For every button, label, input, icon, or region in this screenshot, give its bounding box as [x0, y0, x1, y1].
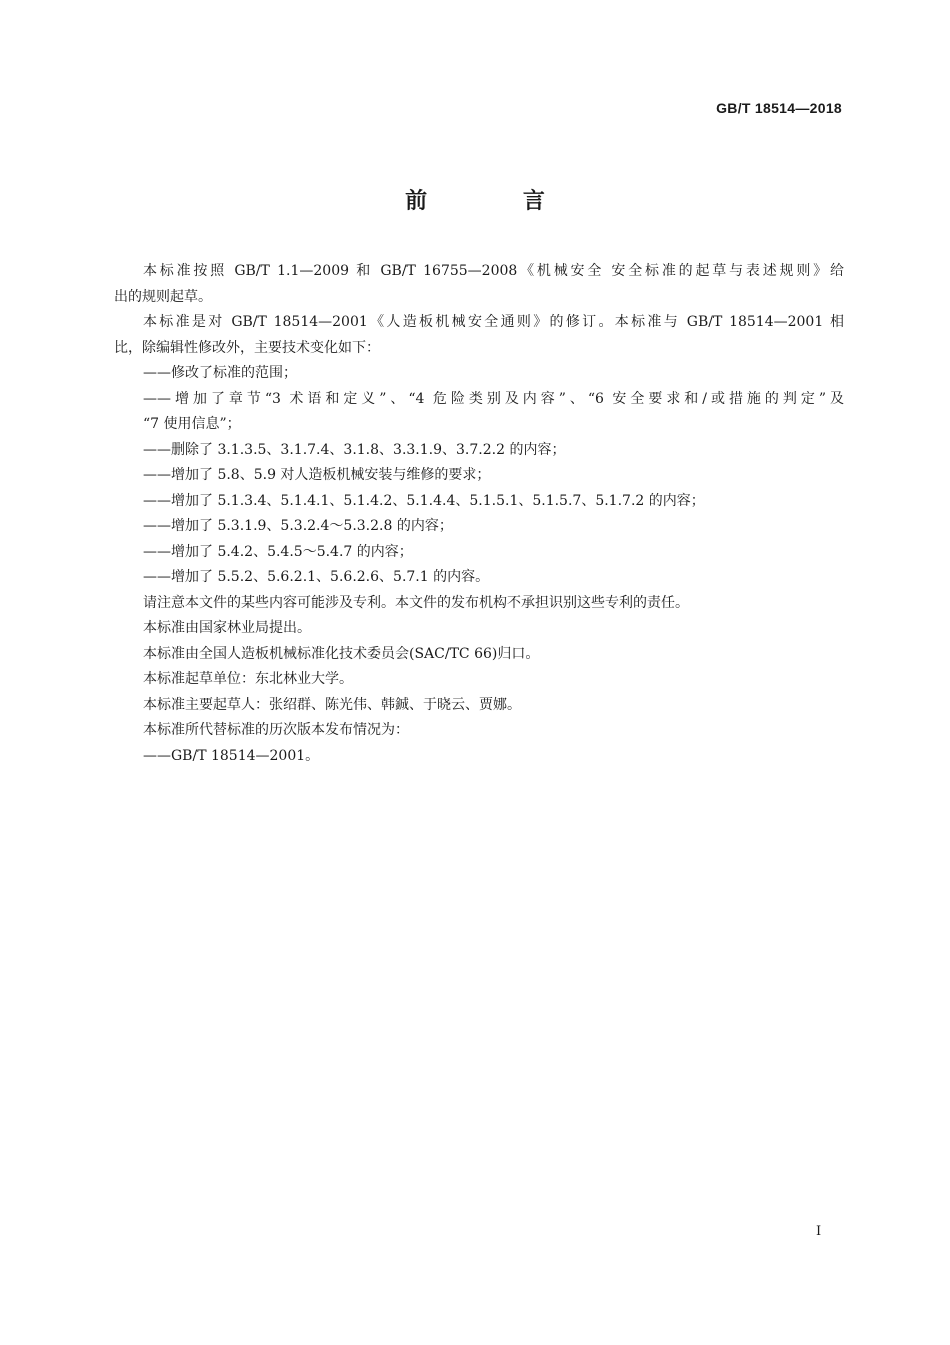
paragraph-line: 本标准按照 GB/T 1.1—2009 和 GB/T 16755—2008《机械安全 安全标准的起草与表述规则》给: [143, 263, 844, 279]
proposer-statement: 本标准由国家林业局提出。: [143, 620, 311, 636]
change-item: ——增加了 5.5.2、5.6.2.1、5.6.2.6、5.7.1 的内容。: [143, 569, 490, 585]
committee-statement: 本标准由全国人造板机械标准化技术委员会(SAC/TC 66)归口。: [143, 645, 540, 662]
document-body: [114, 259, 844, 769]
change-item: ——增加了 5.1.3.4、5.1.4.1、5.1.4.2、5.1.4.4、5.1.5.1、5.1.5.7、5.1.7.2 的内容；: [143, 492, 705, 509]
change-item: ——删除了 3.1.3.5、3.1.7.4、3.1.8、3.3.1.9、3.7.2.2 的内容；: [143, 441, 566, 458]
page-title: 前 言: [405, 189, 589, 214]
change-item: ——增加了 5.4.2、5.4.5～5.4.7 的内容；: [143, 543, 413, 560]
paragraph-line: 比，除编辑性修改外，主要技术变化如下：: [114, 339, 380, 356]
change-item: ——修改了标准的范围；: [143, 365, 297, 381]
change-item-continuation: “7 使用信息”；: [143, 416, 241, 432]
change-item: ——增加了 5.3.1.9、5.3.2.4～5.3.2.8 的内容；: [143, 518, 453, 534]
paragraph-line: 出的规则起草。: [114, 288, 212, 305]
standard-code: GB/T 18514—2018: [716, 100, 842, 116]
change-item: ——增加了 5.8、5.9 对人造板机械安装与维修的要求；: [143, 467, 491, 483]
change-item: ——增加了章节“3 术语和定义”、“4 危险类别及内容”、“6 安全要求和/或措施的判定”及: [143, 390, 844, 407]
history-heading: 本标准所代替标准的历次版本发布情况为：: [143, 722, 409, 738]
paragraph-line: 本标准是对 GB/T 18514—2001《人造板机械安全通则》的修订。本标准与 GB/T 18514—2001 相: [143, 314, 844, 330]
drafting-unit: 本标准起草单位：东北林业大学。: [143, 671, 353, 687]
patent-notice: 请注意本文件的某些内容可能涉及专利。本文件的发布机构不承担识别这些专利的责任。: [143, 594, 689, 611]
drafters: 本标准主要起草人：张绍群、陈光伟、韩鋮、于晓云、贾娜。: [143, 696, 521, 713]
history-item: ——GB/T 18514—2001。: [143, 747, 320, 764]
page-number: I: [816, 1224, 822, 1239]
